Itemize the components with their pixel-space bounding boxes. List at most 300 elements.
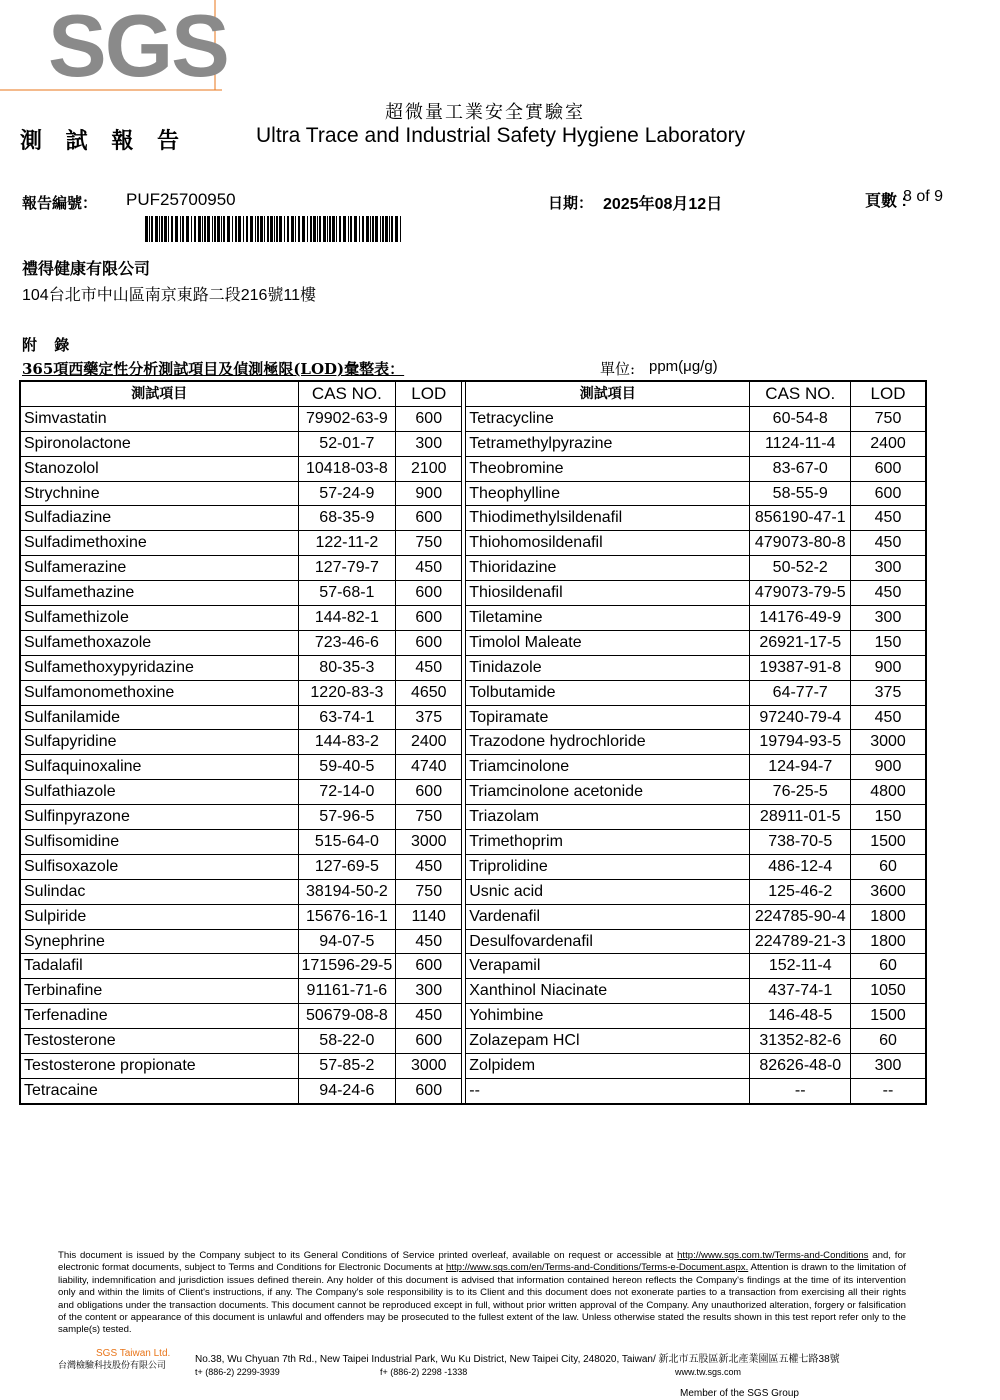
barcode-bar xyxy=(238,216,241,242)
table-row xyxy=(20,531,926,556)
barcode-bar xyxy=(310,216,312,242)
barcode-bar xyxy=(339,216,341,242)
test-item-cell: Sulfadiazine xyxy=(20,506,298,531)
barcode-bar xyxy=(298,216,300,242)
test-item-cell: Triamcinolone acetonide xyxy=(466,780,750,805)
cas-no-cell: 72-14-0 xyxy=(298,780,396,805)
barcode-bar xyxy=(380,216,381,242)
barcode-bar xyxy=(276,216,278,242)
test-item-cell: Yohimbine xyxy=(466,1004,750,1029)
test-item-cell: Verapamil xyxy=(466,954,750,979)
lod-cell: 2400 xyxy=(851,431,926,456)
test-item-cell: Spironolactone xyxy=(20,431,298,456)
barcode-bar xyxy=(243,216,244,242)
barcode-bar xyxy=(161,216,163,242)
lod-cell: 150 xyxy=(851,805,926,830)
barcode-bar xyxy=(212,216,213,242)
cas-no-cell: 1124-11-4 xyxy=(750,431,851,456)
lod-cell: 900 xyxy=(396,481,462,506)
table-row xyxy=(20,481,926,506)
cas-no-cell: 738-70-5 xyxy=(750,830,851,855)
cas-no-cell: 127-79-7 xyxy=(298,556,396,581)
test-item-cell: Theobromine xyxy=(466,456,750,481)
barcode-bar xyxy=(194,216,196,242)
test-item-cell: Synephrine xyxy=(20,929,298,954)
test-item-cell: Tolbutamide xyxy=(466,680,750,705)
test-item-cell: Xanthinol Niacinate xyxy=(466,979,750,1004)
cas-no-cell: 146-48-5 xyxy=(750,1004,851,1029)
barcode-bar xyxy=(291,216,294,242)
table-row xyxy=(20,431,926,456)
disclaimer-text: Attention is drawn to the limitation of liability, indemnification and jurisdiction issues defined therein. Any holder of this document is advised that information contained hereon reflects the Company's findings at the time of its intervention only and within the limits of Client's instructions, if any. The Company's sole responsibility is to its Client and this document does not exonerate parties to a transaction from exercising all their rights and obligations under the transaction documents. This document cannot be reproduced except in full, without prior written approval of the Company. Any unauthorized alteration, forgery or falsification of the content or appearance of this document is unlawful and offenders may be prosecuted to the fullest extent of the law. Unless otherwise stated the results shown in this test report refer only to the sample(s) tested. xyxy=(58,1262,907,1336)
test-item-cell: Tiletamine xyxy=(466,606,750,631)
table-row xyxy=(20,630,926,655)
barcode-bar xyxy=(246,216,248,242)
cas-no-cell: 50679-08-8 xyxy=(298,1004,396,1029)
lod-cell: 375 xyxy=(396,705,462,730)
cas-no-cell: 515-64-0 xyxy=(298,830,396,855)
test-item-cell: Sulfamethoxypyridazine xyxy=(20,655,298,680)
lod-cell: 600 xyxy=(396,1078,462,1103)
terms-link[interactable]: http://www.sgs.com.tw/Terms-and-Conditions xyxy=(677,1250,869,1261)
table-row xyxy=(20,1004,926,1029)
test-item-cell: Trimethoprim xyxy=(466,830,750,855)
lod-cell: 3000 xyxy=(396,830,462,855)
cas-no-cell: 83-67-0 xyxy=(750,456,851,481)
lod-cell: 60 xyxy=(851,954,926,979)
test-item-cell: -- xyxy=(466,1078,750,1103)
cas-no-cell: 38194-50-2 xyxy=(298,879,396,904)
test-item-cell: Sulfamonomethoxine xyxy=(20,680,298,705)
lod-cell: 1050 xyxy=(851,979,926,1004)
test-item-cell: Sulfamethizole xyxy=(20,606,298,631)
cas-no-cell: 58-22-0 xyxy=(298,1029,396,1054)
unit-value: ppm(μg/g) xyxy=(649,358,718,375)
barcode-bar xyxy=(207,216,210,242)
table-row xyxy=(20,456,926,481)
test-item-cell: Zolpidem xyxy=(466,1054,750,1079)
lod-cell: 900 xyxy=(851,755,926,780)
cas-no-cell: 94-24-6 xyxy=(298,1078,396,1103)
barcode-icon xyxy=(145,216,405,242)
cas-no-cell: 80-35-3 xyxy=(298,655,396,680)
test-item-cell: Trazodone hydrochloride xyxy=(466,730,750,755)
lod-cell: 600 xyxy=(396,506,462,531)
barcode-bar xyxy=(182,216,184,242)
barcode-bar xyxy=(175,216,178,242)
lod-cell: 2400 xyxy=(396,730,462,755)
test-item-cell: Theophylline xyxy=(466,481,750,506)
barcode-bar xyxy=(382,216,384,242)
table-row xyxy=(20,406,926,431)
cas-no-cell: 171596-29-5 xyxy=(298,954,396,979)
lod-cell: 600 xyxy=(396,581,462,606)
cas-no-cell: 60-54-8 xyxy=(750,406,851,431)
lod-cell: 600 xyxy=(851,456,926,481)
barcode-bar xyxy=(232,216,233,242)
barcode-bar xyxy=(260,216,263,242)
barcode-bar xyxy=(329,216,331,242)
lod-cell: 450 xyxy=(851,581,926,606)
lod-cell: 750 xyxy=(396,879,462,904)
lod-cell: 3600 xyxy=(851,879,926,904)
test-item-cell: Desulfovardenafil xyxy=(466,929,750,954)
test-item-cell: Sulpiride xyxy=(20,904,298,929)
barcode-bar xyxy=(287,216,289,242)
test-item-cell: Thioridazine xyxy=(466,556,750,581)
cas-no-cell: 144-83-2 xyxy=(298,730,396,755)
test-item-cell: Sulfinpyrazone xyxy=(20,805,298,830)
cas-no-cell: 76-25-5 xyxy=(750,780,851,805)
cas-no-cell: 15676-16-1 xyxy=(298,904,396,929)
cas-no-cell: 437-74-1 xyxy=(750,979,851,1004)
test-item-cell: Sulfathiazole xyxy=(20,780,298,805)
lod-cell: 60 xyxy=(851,1029,926,1054)
table-row xyxy=(20,680,926,705)
lod-cell: 450 xyxy=(396,929,462,954)
footer-member-note: Member of the SGS Group xyxy=(680,1388,799,1399)
test-item-cell: Tetracycline xyxy=(466,406,750,431)
barcode-bar xyxy=(391,216,393,242)
barcode-bar xyxy=(164,216,167,242)
client-address: 104台北市中山區南京東路二段216號11樓 xyxy=(22,287,317,304)
cas-no-cell: 122-11-2 xyxy=(298,531,396,556)
barcode-bar xyxy=(180,216,181,242)
cas-no-cell: 68-35-9 xyxy=(298,506,396,531)
lod-cell: 2100 xyxy=(396,456,462,481)
table-row xyxy=(20,979,926,1004)
appendix-label: 附 錄 xyxy=(22,336,76,354)
barcode-bar xyxy=(359,216,360,242)
cas-no-cell: 486-12-4 xyxy=(750,854,851,879)
footer-website: www.tw.sgs.com xyxy=(675,1367,742,1377)
client-name: 禮得健康有限公司 xyxy=(22,261,151,278)
barcode-bar xyxy=(370,216,371,242)
table-row xyxy=(20,606,926,631)
table-row xyxy=(20,1078,926,1103)
test-item-cell: Triazolam xyxy=(466,805,750,830)
test-item-cell: Tetramethylpyrazine xyxy=(466,431,750,456)
barcode-bar xyxy=(186,216,189,242)
test-item-cell: Sulfadimethoxine xyxy=(20,531,298,556)
lod-cell: 60 xyxy=(851,854,926,879)
table-title: 365項西藥定性分析測試項目及偵測極限(LOD)彙整表： xyxy=(22,360,405,378)
barcode-bar xyxy=(354,216,357,242)
test-item-cell: Sulfisoxazole xyxy=(20,854,298,879)
results-table xyxy=(19,380,927,1105)
test-item-cell: Sulindac xyxy=(20,879,298,904)
cas-no-cell: 224785-90-4 xyxy=(750,904,851,929)
test-item-cell: Tetracaine xyxy=(20,1078,298,1103)
lod-cell: 750 xyxy=(396,805,462,830)
barcode-bar xyxy=(149,216,150,242)
barcode-bar xyxy=(313,216,316,242)
lod-cell: 450 xyxy=(396,1004,462,1029)
table-header-row xyxy=(20,381,926,406)
cas-no-cell: 57-96-5 xyxy=(298,805,396,830)
lod-cell: 900 xyxy=(851,655,926,680)
cas-no-cell: 82626-48-0 xyxy=(750,1054,851,1079)
cas-no-cell: 50-52-2 xyxy=(750,556,851,581)
barcode-bar xyxy=(191,216,192,242)
barcode-bar xyxy=(327,216,328,242)
test-item-cell: Thiohomosildenafil xyxy=(466,531,750,556)
barcode-bar xyxy=(267,216,269,242)
barcode-bar xyxy=(217,216,220,242)
lod-cell: 450 xyxy=(851,531,926,556)
lod-cell: 600 xyxy=(396,1029,462,1054)
test-item-cell: Testosterone propionate xyxy=(20,1054,298,1079)
barcode-bar xyxy=(284,216,285,242)
barcode-bar xyxy=(400,216,401,242)
table-body xyxy=(20,406,926,1103)
barcode-bar xyxy=(223,216,225,242)
cas-no-cell: 26921-17-5 xyxy=(750,630,851,655)
header-cas-no: CAS NO. xyxy=(750,381,851,406)
barcode-bar xyxy=(227,216,230,242)
cas-no-cell: 52-01-7 xyxy=(298,431,396,456)
cas-no-cell: 1220-83-3 xyxy=(298,680,396,705)
test-item-cell: Timolol Maleate xyxy=(466,630,750,655)
barcode-bar xyxy=(235,216,237,242)
lod-cell: 1800 xyxy=(851,904,926,929)
lod-cell: 1140 xyxy=(396,904,462,929)
cas-no-cell: 19387-91-8 xyxy=(750,655,851,680)
table-row xyxy=(20,1054,926,1079)
header-test-item: 測試項目 xyxy=(466,381,750,406)
footer-phone: t+ (886-2) 2299-3939 xyxy=(195,1367,280,1377)
table-row xyxy=(20,854,926,879)
lod-cell: 1500 xyxy=(851,830,926,855)
barcode-bar xyxy=(151,216,153,242)
table-row xyxy=(20,929,926,954)
table-row xyxy=(20,556,926,581)
footer-company-chinese: 台灣檢驗科技股份有限公司 xyxy=(58,1361,167,1371)
lod-cell: 750 xyxy=(851,406,926,431)
barcode-bar xyxy=(202,216,203,242)
lod-cell: 300 xyxy=(851,556,926,581)
test-item-cell: Thiosildenafil xyxy=(466,581,750,606)
barcode-bar xyxy=(198,216,201,242)
table-row xyxy=(20,830,926,855)
cas-no-cell: 57-68-1 xyxy=(298,581,396,606)
barcode-bar xyxy=(319,216,321,242)
disclaimer-text: This document is issued by the Company subject to its General Conditions of Service printed overleaf, available on request or accessible at xyxy=(58,1250,678,1261)
barcode-bar xyxy=(366,216,369,242)
barcode-bar xyxy=(204,216,206,242)
barcode-bar xyxy=(145,216,148,242)
lod-cell: 450 xyxy=(396,655,462,680)
test-item-cell: Thiodimethylsildenafil xyxy=(466,506,750,531)
cas-no-cell: 152-11-4 xyxy=(750,954,851,979)
cas-no-cell: -- xyxy=(750,1078,851,1103)
table-row xyxy=(20,904,926,929)
sgs-logo: SGS xyxy=(48,0,228,95)
cas-no-cell: 64-77-7 xyxy=(750,680,851,705)
test-item-cell: Sulfaquinoxaline xyxy=(20,755,298,780)
barcode-bar xyxy=(307,216,308,242)
table-row xyxy=(20,780,926,805)
table-row xyxy=(20,755,926,780)
barcode-bar xyxy=(395,216,398,242)
barcode-bar xyxy=(332,216,335,242)
report-title-chinese: 測 試 報 告 xyxy=(20,128,187,154)
report-number: PUF25700950 xyxy=(126,190,236,209)
lod-cell: 3000 xyxy=(851,730,926,755)
table-row xyxy=(20,506,926,531)
test-item-cell: Vardenafil xyxy=(466,904,750,929)
lod-cell: 300 xyxy=(396,979,462,1004)
lod-cell: 4740 xyxy=(396,755,462,780)
cas-no-cell: 91161-71-6 xyxy=(298,979,396,1004)
cas-no-cell: 94-07-5 xyxy=(298,929,396,954)
barcode-bar xyxy=(257,216,259,242)
test-item-cell: Usnic acid xyxy=(466,879,750,904)
barcode-bar xyxy=(279,216,282,242)
table-row xyxy=(20,730,926,755)
cas-no-cell: 10418-03-8 xyxy=(298,456,396,481)
cas-no-cell: 57-85-2 xyxy=(298,1054,396,1079)
test-item-cell: Terfenadine xyxy=(20,1004,298,1029)
lod-cell: 375 xyxy=(851,680,926,705)
barcode-bar xyxy=(264,216,265,242)
barcode-bar xyxy=(385,216,388,242)
lod-cell: 300 xyxy=(851,606,926,631)
table-row xyxy=(20,879,926,904)
disclaimer-text: and, for electronic format documents, subject to Terms and Conditions for Electronic Documents at xyxy=(58,1250,906,1274)
barcode-bar xyxy=(375,216,378,242)
test-item-cell: Tinidazole xyxy=(466,655,750,680)
lod-cell: 450 xyxy=(396,556,462,581)
barcode-bar xyxy=(389,216,390,242)
footer-company-english: SGS Taiwan Ltd. xyxy=(96,1348,171,1359)
barcode-bar xyxy=(317,216,318,242)
cas-no-cell: 28911-01-5 xyxy=(750,805,851,830)
page-label: 頁數 : xyxy=(865,193,907,210)
lod-cell: 4800 xyxy=(851,780,926,805)
lod-cell: -- xyxy=(851,1078,926,1103)
footer-fax: f+ (886-2) 2298 -1338 xyxy=(380,1367,468,1377)
lod-cell: 300 xyxy=(396,431,462,456)
cas-no-cell: 57-24-9 xyxy=(298,481,396,506)
cas-no-cell: 79902-63-9 xyxy=(298,406,396,431)
barcode-bar xyxy=(214,216,216,242)
lod-cell: 600 xyxy=(396,406,462,431)
barcode-bar xyxy=(348,216,349,242)
report-number-label: 報告編號： xyxy=(22,194,98,212)
cas-no-cell: 144-82-1 xyxy=(298,606,396,631)
lod-cell: 450 xyxy=(396,854,462,879)
cas-no-cell: 19794-93-5 xyxy=(750,730,851,755)
barcode-bar xyxy=(336,216,337,242)
test-item-cell: Triprolidine xyxy=(466,854,750,879)
cas-no-cell: 125-46-2 xyxy=(750,879,851,904)
test-item-cell: Simvastatin xyxy=(20,406,298,431)
barcode-bar xyxy=(159,216,160,242)
test-item-cell: Stanozolol xyxy=(20,456,298,481)
barcode-bar xyxy=(295,216,296,242)
date-value: 2025年08月12日 xyxy=(603,196,723,213)
cas-no-cell: 63-74-1 xyxy=(298,705,396,730)
cas-no-cell: 479073-80-8 xyxy=(750,531,851,556)
test-item-cell: Triamcinolone xyxy=(466,755,750,780)
page-number: 8 of 9 xyxy=(903,188,944,205)
barcode-bar xyxy=(372,216,374,242)
cas-no-cell: 31352-82-6 xyxy=(750,1029,851,1054)
barcode-bar xyxy=(302,216,305,242)
barcode-bar xyxy=(155,216,158,242)
lod-cell: 600 xyxy=(396,780,462,805)
cas-no-cell: 124-94-7 xyxy=(750,755,851,780)
table-row xyxy=(20,655,926,680)
test-item-cell: Strychnine xyxy=(20,481,298,506)
cas-no-cell: 127-69-5 xyxy=(298,854,396,879)
lod-cell: 1800 xyxy=(851,929,926,954)
cas-no-cell: 97240-79-4 xyxy=(750,705,851,730)
footer-address: No.38, Wu Chyuan 7th Rd., New Taipei Industrial Park, Wu Ku District, New Taipei City, 248020, Taiwan/ 新北市五股區新北產業園區五權七路38號 xyxy=(195,1354,840,1365)
table-row xyxy=(20,805,926,830)
lod-cell: 600 xyxy=(396,630,462,655)
e-document-terms-link[interactable]: http://www.sgs.com/en/Terms-and-Conditions/Terms-e-Document.aspx. xyxy=(445,1262,749,1274)
barcode-bar xyxy=(270,216,273,242)
lod-cell: 3000 xyxy=(396,1054,462,1079)
lod-cell: 600 xyxy=(396,606,462,631)
lod-cell: 150 xyxy=(851,630,926,655)
cas-no-cell: 856190-47-1 xyxy=(750,506,851,531)
barcode-bar xyxy=(362,216,364,242)
barcode-bar xyxy=(168,216,169,242)
test-item-cell: Testosterone xyxy=(20,1029,298,1054)
cas-no-cell: 59-40-5 xyxy=(298,755,396,780)
test-item-cell: Sulfamethazine xyxy=(20,581,298,606)
barcode-bar xyxy=(171,216,173,242)
barcode-bar xyxy=(274,216,275,242)
lod-cell: 1500 xyxy=(851,1004,926,1029)
lod-cell: 450 xyxy=(851,705,926,730)
lab-name-chinese: 超微量工業安全實驗室 xyxy=(385,102,585,123)
test-item-cell: Terbinafine xyxy=(20,979,298,1004)
test-item-cell: Tadalafil xyxy=(20,954,298,979)
header-lod: LOD xyxy=(851,381,926,406)
table-row xyxy=(20,581,926,606)
lod-cell: 4650 xyxy=(396,680,462,705)
table-row xyxy=(20,705,926,730)
header-cas-no: CAS NO. xyxy=(298,381,396,406)
date-label: 日期： xyxy=(548,194,594,212)
test-item-cell: Sulfamethoxazole xyxy=(20,630,298,655)
barcode-bar xyxy=(255,216,256,242)
barcode-bar xyxy=(323,216,326,242)
cas-no-cell: 479073-79-5 xyxy=(750,581,851,606)
lod-cell: 300 xyxy=(851,1054,926,1079)
barcode-bar xyxy=(343,216,346,242)
table-row xyxy=(20,954,926,979)
barcode-bar xyxy=(350,216,352,242)
lab-name-english: Ultra Trace and Industrial Safety Hygiene Laboratory xyxy=(256,124,746,147)
legal-disclaimer xyxy=(58,1250,906,1337)
table-row xyxy=(20,1029,926,1054)
cas-no-cell: 224789-21-3 xyxy=(750,929,851,954)
cas-no-cell: 14176-49-9 xyxy=(750,606,851,631)
test-item-cell: Sulfisomidine xyxy=(20,830,298,855)
lod-cell: 750 xyxy=(396,531,462,556)
test-item-cell: Topiramate xyxy=(466,705,750,730)
lod-cell: 600 xyxy=(851,481,926,506)
cas-no-cell: 723-46-6 xyxy=(298,630,396,655)
barcode-bar xyxy=(250,216,253,242)
lod-cell: 450 xyxy=(851,506,926,531)
barcode-bar xyxy=(221,216,222,242)
